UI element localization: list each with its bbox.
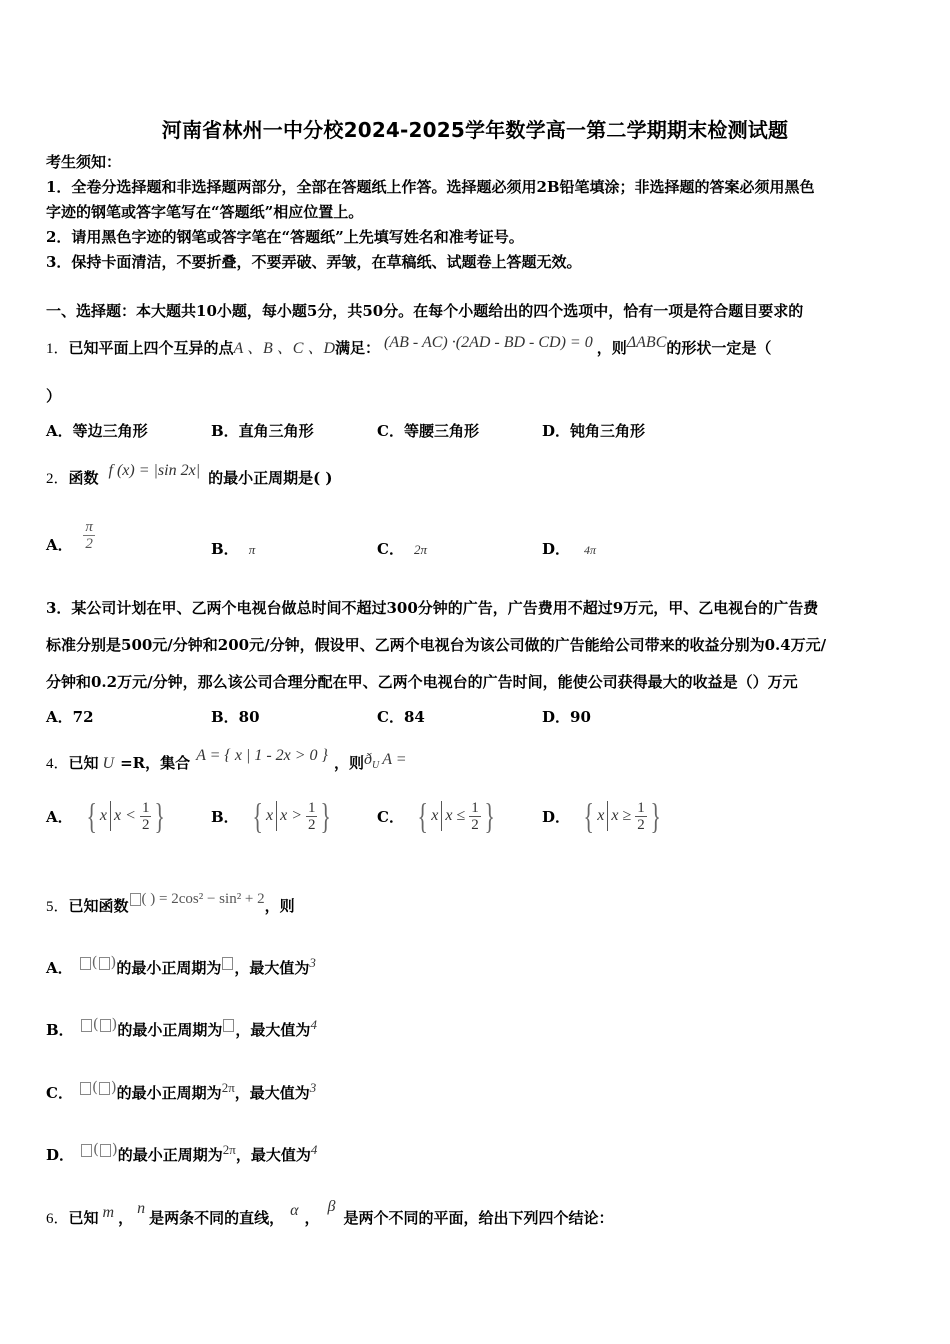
notice-item: 2．请用黑色字迹的钢笔或答字笔在“答题纸”上先填写姓名和准考证号。 [46,228,524,246]
option-d[interactable]: D． { x x ≥ $\frac{1}{2}$ } [542,796,661,836]
option-c[interactable]: C． 2π [377,540,427,558]
option-b[interactable]: B． { x x > $\frac{1}{2}$ } [211,796,332,836]
question-number: 1． [46,341,69,357]
option-a[interactable]: A． ( )的最小正周期为 ，最大值为3 [46,953,316,977]
question-4: 4．已知 U =R，集合 A = { x | 1 - 2x > 0 } ，则ðU A = [46,747,407,772]
option-a[interactable]: A． { x x < $\frac{1}{2}$ } [46,796,166,836]
question-3-line: 分钟和0.2万元/分钟，那么该公司合理分配在甲、乙两个电视台的广告时间，能使公司获得最大的收益是（）万元 [46,673,798,691]
option-d[interactable]: D． 4π [542,540,597,558]
question-number: 2． [46,471,69,487]
option-a[interactable]: A． $\frac{\pi}{2}$ [46,519,93,554]
page-title: 河南省林州一中分校2024-2025学年数学高一第二学期期末检测试题 [161,118,789,142]
section-heading: 一、选择题：本大题共10小题，每小题5分，共50分。在每个小题给出的四个选项中，恰有一项是符合题目要求的 [46,302,804,320]
question-number: 4． [46,756,69,772]
triangle-abc: ΔABC [626,334,667,351]
question-1: 1．已知平面上四个互异的点A 、B 、C 、D满足： (AB - AC) ·(2AD - BD - CD) = 0 ，则ΔABC的形状一定是（ [46,334,772,357]
option-c[interactable]: C．84 [377,708,425,726]
set-a: A = { x | 1 - 2x > 0 } [196,747,328,764]
option-c[interactable]: C．等腰三角形 [377,422,479,440]
points-abcd: A 、B 、C 、D [233,340,336,357]
option-d[interactable]: D． ( )的最小正周期为2π，最大值为4 [46,1140,318,1164]
option-a[interactable]: A．等边三角形 [46,422,148,440]
question-5: 5．已知函数 ( ) = 2cos² − sin² + 2，则 [46,891,295,915]
notice-item: 1．全卷分选择题和非选择题两部分，全部在答题纸上作答。选择题必须用2B铅笔填涂；非选择题的答案必须用黑色 [46,178,815,196]
option-b[interactable]: B．直角三角形 [211,422,314,440]
option-b[interactable]: B．80 [211,708,260,726]
question-3-line: 3．某公司计划在甲、乙两个电视台做总时间不超过300分钟的广告，广告费用不超过9万元，甲、乙电视台的广告费 [46,599,819,617]
option-d[interactable]: D．90 [542,708,591,726]
notice-item: 3．保持卡面清洁，不要折叠，不要弄破、弄皱，在草稿纸、试题卷上答题无效。 [46,253,582,271]
function-expression: f (x) = |sin 2x| [108,462,201,479]
notice-heading: 考生须知： [46,153,122,171]
option-a[interactable]: A．72 [46,708,94,726]
question-6: 6．已知 m ，n是两条不同的直线， α ，β是两个不同的平面，给出下列四个结论： [46,1198,614,1227]
option-c[interactable]: C． { x x ≤ $\frac{1}{2}$ } [377,796,495,836]
option-b[interactable]: B． ( )的最小正周期为 ，最大值为4 [46,1015,317,1039]
question-3-line: 标准分别是500元/分钟和200元/分钟，假设甲、乙两个电视台为该公司做的广告能给公司带来的收益分别为0.4万元/ [46,636,827,654]
function-expression: ( ) = 2cos² − sin² + 2 [141,891,265,907]
question-1-close: ） [46,387,62,405]
notice-item: 字迹的钢笔或答字笔写在“答题纸”相应位置上。 [46,203,364,221]
question-number: 6． [46,1211,69,1227]
question-2: 2．函数 f (x) = |sin 2x| 的最小正周期是( ) [46,462,333,487]
option-b[interactable]: B． π [211,540,256,558]
option-c[interactable]: C． ( )的最小正周期为2π，最大值为3 [46,1078,317,1102]
vector-equation: (AB - AC) ·(2AD - BD - CD) = 0 [384,334,593,351]
question-number: 5． [46,899,69,915]
complement-symbol: ð [363,751,372,768]
option-d[interactable]: D．钝角三角形 [542,422,646,440]
